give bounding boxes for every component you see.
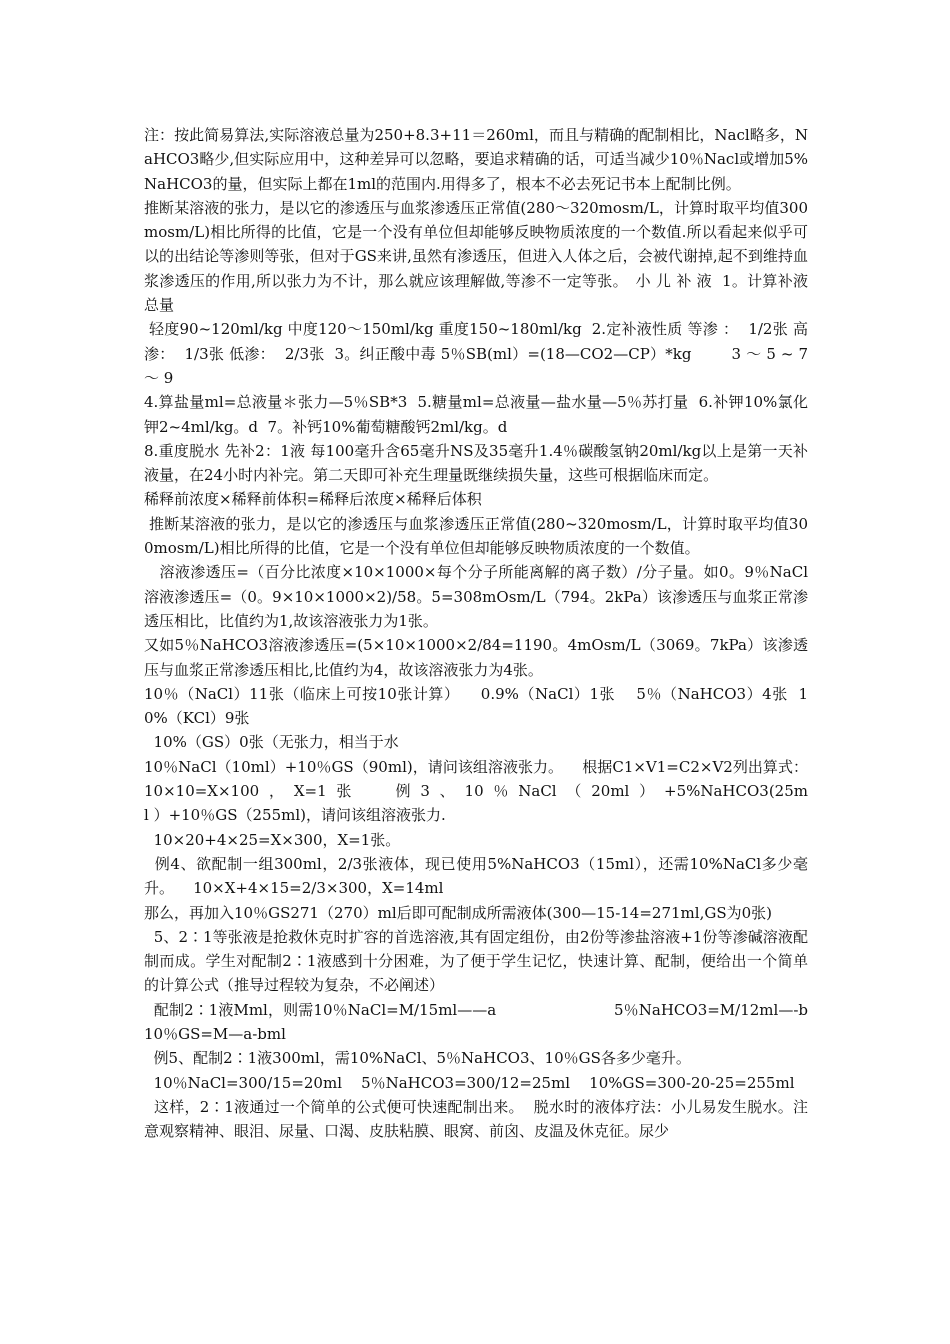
paragraph-6: 稀释前浓度×稀释前体积=稀释后浓度×稀释后体积	[144, 490, 482, 509]
paragraph-5: 8.重度脱水 先补2：1液 每100毫升含65毫升NS及35毫升1.4％碳酸氢钠20ml/kg以上是第一天补液量，在24小时内补完。第二天即可补充生理量既继续损失量，这些可根据临床而定。	[144, 441, 808, 485]
paragraph-12: 10％NaCl（10ml）+10％GS（90ml)，请问该组溶液张力。 根据C1×V1=C2×V2列出算式：10×10=X×100 ， X=1 张 例 3 、 10 ％ NaCl （ 20ml ） +5%NaHCO3(25ml ）+10％GS（255ml)，请问该组溶液张力.	[144, 757, 808, 825]
paragraph-3: 轻度90~120ml/kg 中度120～150ml/kg 重度150~180ml/kg 2.定补液性质 等渗 ： 1/2张 高渗： 1/3张 低渗： 2/3张 3。纠正酸中毒 5％SB(ml）=(18—CO2—CP）*kg 3 ～ 5 ~ 7 ～ 9	[144, 320, 813, 387]
paragraph-11: 10%（GS）0张（无张力，相当于水	[144, 733, 399, 752]
document-body	[144, 123, 823, 1143]
paragraph-4: 4.算盐量ml=总液量＊张力—5％SB*3 5.糖量ml=总液量—盐水量—5％苏打量 6.补钾10%氯化钾2~4ml/kg。d 7。补钙10%葡萄糖酸钙2ml/kg。d	[144, 393, 808, 436]
paragraph-10: 10％（NaCl）11张（临床上可按10张计算） 0.9%（NaCl）1张 5％（NaHCO3）4张 10%（KCl）9张	[144, 684, 808, 728]
paragraph-20: 这样，2∶1液通过一个简单的公式便可快速配制出来。 脱水时的液体疗法：小儿易发生脱水。注意观察精神、眼泪、尿量、口渴、皮肤粘膜、眼窝、前囟、皮温及休克征。尿少	[144, 1097, 808, 1141]
paragraph-2: 推断某溶液的张力，是以它的渗透压与血浆渗透压正常值(280～320mosm/L，计算时取平均值300mosm/L)相比所得的比值，它是一个没有单位但却能够反映物质浓度的一个数值.所以看起来似乎可以的出结论等渗则等张，但对于GS来讲,虽然有渗透压，但进入人体之后，会被代谢掉,起不到维持血浆渗透压的作用,所以张力为不计，那么就应该理解做,等渗不一定等张。 小 儿 补 液 1。计算补液总量	[144, 198, 808, 315]
paragraph-13: 10×20+4×25=X×300，X=1张。	[144, 830, 401, 849]
paragraph-15: 那么，再加入10％GS271（270）ml后即可配制成所需液体(300—15-14=271ml,GS为0张)	[144, 903, 772, 922]
paragraph-18: 例5、配制2∶1液300ml，需10%NaCl、5％NaHCO3、10％GS各多少毫升。	[144, 1049, 691, 1068]
paragraph-16: 5、2∶1等张液是抢救休克时扩容的首选溶液,其有固定组份，由2份等渗盐溶液+1份等渗碱溶液配制而成。学生对配制2∶1液感到十分困难，为了便于学生记忆，快速计算、配制，便给出一个简单的计算公式（推导过程较为复杂，不必阐述）	[144, 927, 808, 995]
paragraph-19: 10％NaCl=300/15=20ml 5％NaHCO3=300/12=25ml 10%GS=300-20-25=255ml	[144, 1073, 795, 1092]
paragraph-8: 溶液渗透压=（百分比浓度×10×1000×每个分子所能离解的离子数）/分子量。如0。9％NaCl溶液渗透压=（0。9×10×1000×2)/58。5=308mOsm/L（794。2kPa）该渗透压与血浆正常渗透压相比，比值约为1,故该溶液张力为1张。	[144, 563, 808, 630]
paragraph-7: 推断某溶液的张力，是以它的渗透压与血浆渗透压正常值(280~320mosm/L，计算时取平均值300mosm/L)相比所得的比值，它是一个没有单位但却能够反映物质浓度的一个数值。	[144, 514, 808, 558]
paragraph-9: 又如5％NaHCO3溶液渗透压=(5×10×1000×2/84=1190。4mOsm/L（3069。7kPa）该渗透压与血浆正常渗透压相比,比值约为4，故该溶液张力为4张。	[144, 636, 808, 679]
paragraph-1: 注：按此简易算法,实际溶液总量为250+8.3+11＝260ml，而且与精确的配制相比，Nacl略多，NaHCO3略少,但实际应用中，这种差异可以忽略，要追求精确的话，可适当减少10％Nacl或增加5%NaHCO3的量，但实际上都在1ml的范围内.用得多了，根本不必去死记书本上配制比例。	[144, 126, 808, 193]
paragraph-14: 例4、欲配制一组300ml，2/3张液体，现已使用5%NaHCO3（15ml），还需10%NaCl多少毫升。 10×X+4×15=2/3×300，X=14ml	[144, 854, 808, 898]
paragraph-17: 配制2∶1液Mml，则需10％NaCl=M/15ml——a 5％NaHCO3=M/12ml—-b 10％GS=M—a-bml	[144, 1000, 823, 1043]
